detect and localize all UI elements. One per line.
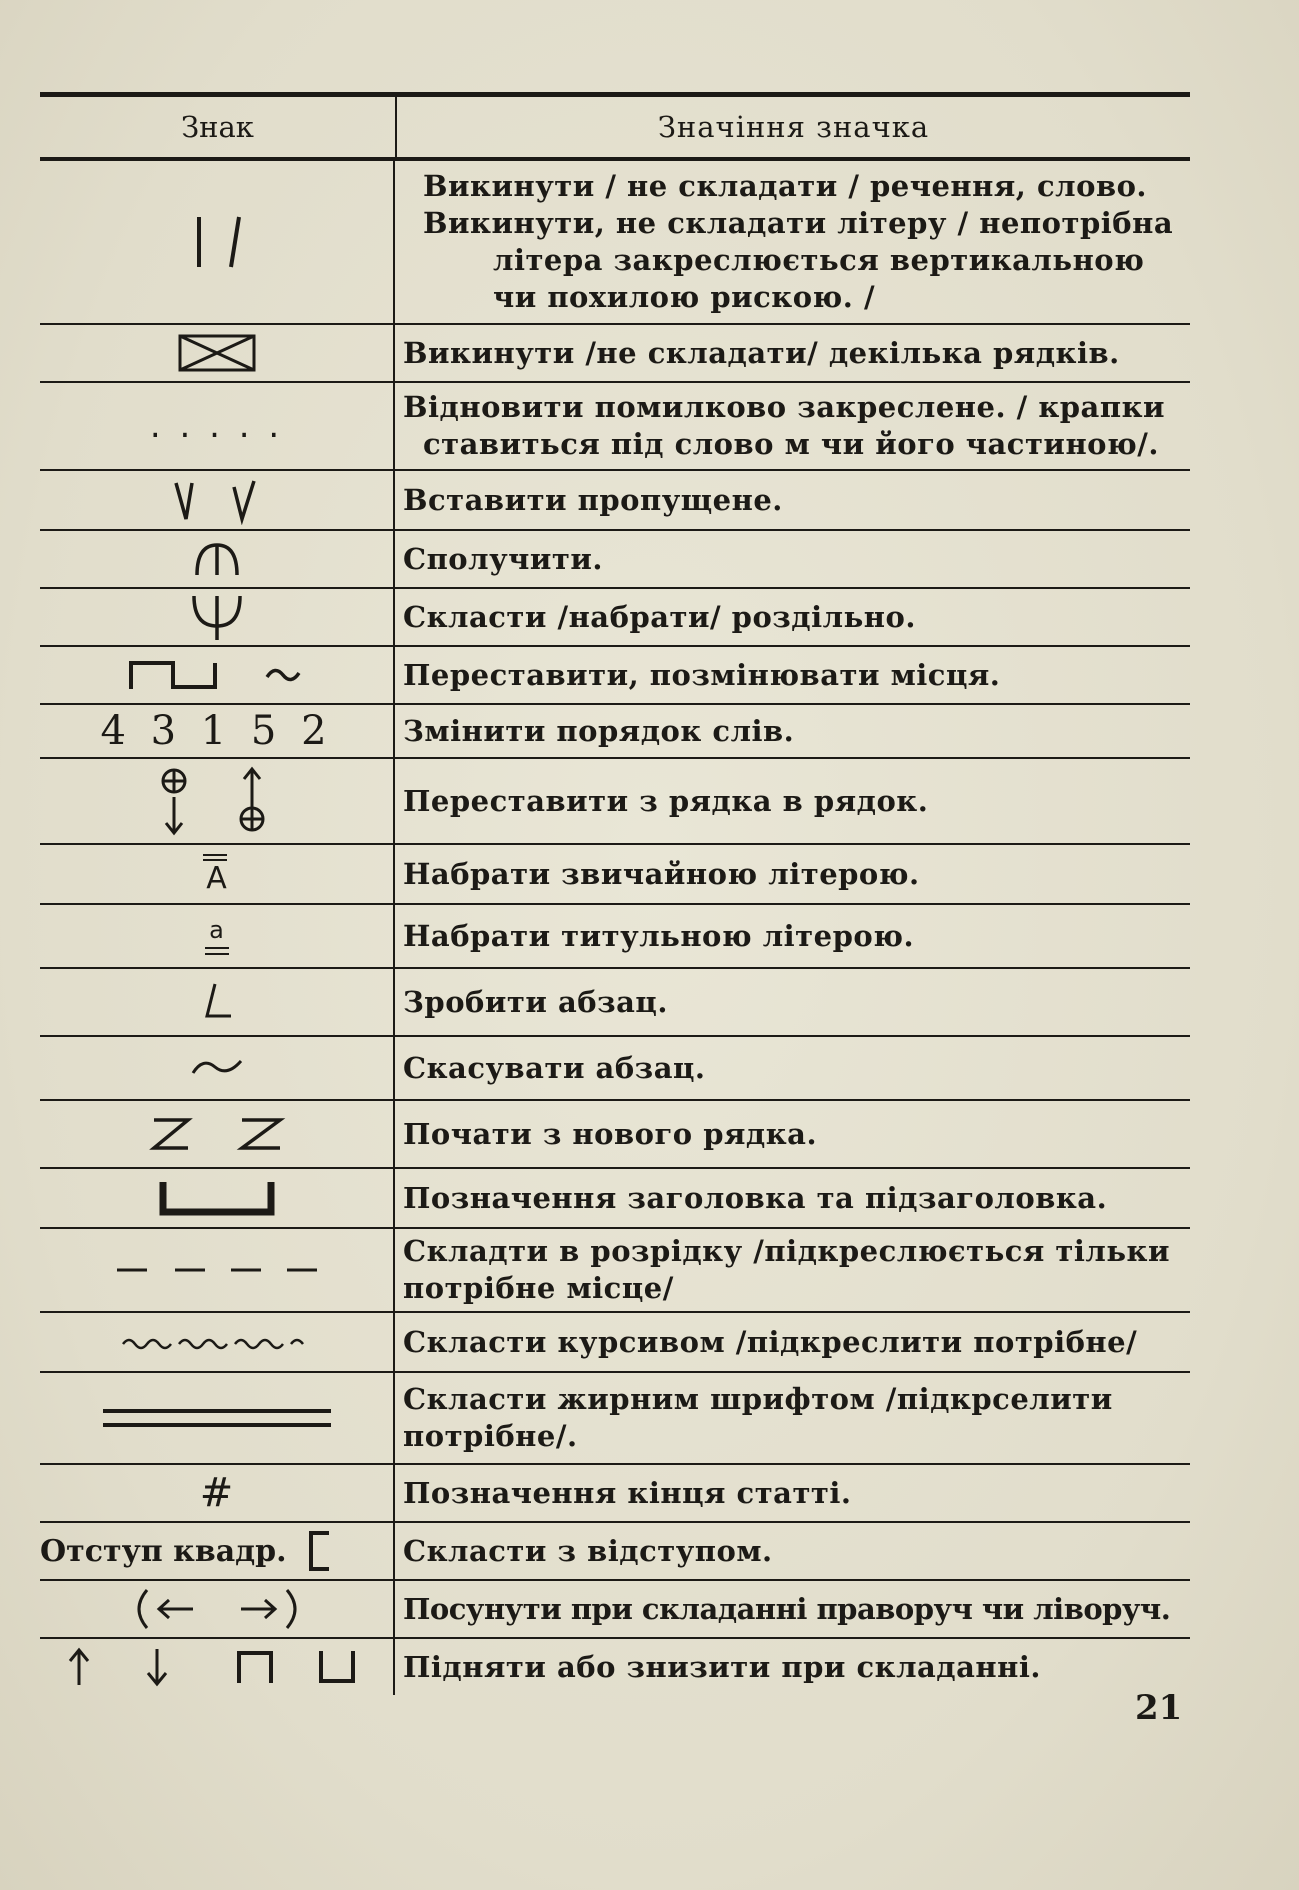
meaning-line: чи похилою рискою. / xyxy=(493,280,876,314)
cancel-paragraph-sign xyxy=(40,1037,395,1099)
table-row xyxy=(40,531,1190,589)
meaning-line: Викинути /не складати/ декілька рядків. xyxy=(403,335,1120,370)
heading-bracket-sign xyxy=(40,1169,395,1227)
meaning-column-header: Значіння значка xyxy=(657,110,930,144)
table-row xyxy=(40,1229,1190,1313)
capital-letter-sign xyxy=(40,905,395,967)
meaning-line: Викинути / не складати / речення, слово. xyxy=(423,169,1148,203)
dots-sign: . . . . . xyxy=(40,383,395,469)
indent-label: Отступ квадр. xyxy=(40,1533,287,1569)
move-lines-sign xyxy=(40,759,395,843)
proofreading-marks-table xyxy=(40,92,1190,1695)
meaning-line: Набрати звичайною літерою. xyxy=(403,856,920,891)
meaning-line: Переставити з рядка в рядок. xyxy=(403,783,929,818)
indent-sign xyxy=(40,1523,395,1579)
meaning-line: потрібне/. xyxy=(403,1419,578,1453)
spaced-underline-sign xyxy=(40,1229,395,1311)
insert-sign xyxy=(40,471,395,529)
table-row xyxy=(40,1101,1190,1169)
meaning-line: Переставити, позмінювати місця. xyxy=(403,657,1001,692)
table-row xyxy=(40,383,1190,471)
table-row xyxy=(40,759,1190,845)
regular-letter-glyph: A xyxy=(206,861,227,896)
meaning-line: Змінити порядок слів. xyxy=(403,713,795,748)
table-row xyxy=(40,589,1190,647)
table-row xyxy=(40,161,1190,325)
meaning-line: Відновити помилково закреслене. / крапки xyxy=(403,390,1166,424)
join-arc-sign xyxy=(40,531,395,587)
bold-double-line-sign xyxy=(40,1373,395,1463)
meaning-line: Складти в розрідку /підкреслюється тільки xyxy=(403,1234,1170,1268)
table-row xyxy=(40,1465,1190,1523)
meaning-line: Викинути, не складати літеру / непотрібна xyxy=(423,206,1174,240)
capital-letter-glyph: a xyxy=(209,916,224,944)
meaning-line: Позначення кінця статті. xyxy=(403,1475,852,1510)
order-numbers-sign: 4 3 1 5 2 xyxy=(40,705,395,757)
paragraph-sign xyxy=(40,969,395,1035)
meaning-line: Вставити пропущене. xyxy=(403,482,783,517)
meaning-line: Сполучити. xyxy=(403,541,603,576)
new-line-sign xyxy=(40,1101,395,1167)
table-row xyxy=(40,647,1190,705)
meaning-line: Набрати титульною літерою. xyxy=(403,918,915,953)
sign-column-header: Знак xyxy=(40,97,397,157)
table-row xyxy=(40,1373,1190,1465)
meaning-line: Скасувати абзац. xyxy=(403,1050,706,1085)
table-row xyxy=(40,471,1190,531)
meaning-line: Посунути при складанні праворуч чи ліворуч. xyxy=(403,1591,1171,1626)
separate-arc-sign xyxy=(40,589,395,645)
italic-wavy-sign xyxy=(40,1313,395,1371)
table-row xyxy=(40,1313,1190,1373)
meaning-line: ставиться під слово м чи його частиною/. xyxy=(423,427,1159,461)
meaning-line: Скласти /набрати/ роздільно. xyxy=(403,599,916,634)
meaning-line: потрібне місце/ xyxy=(403,1271,674,1305)
end-of-article-sign: # xyxy=(40,1465,395,1521)
table-row xyxy=(40,905,1190,969)
regular-letter-sign xyxy=(40,845,395,903)
table-row xyxy=(40,845,1190,905)
meaning-line: літера закреслюється вертикальною xyxy=(493,243,1145,277)
table-row xyxy=(40,1581,1190,1639)
meaning-line: Скласти курсивом /підкреслити потрібне/ xyxy=(403,1324,1138,1359)
delete-stroke-sign xyxy=(40,161,395,323)
meaning-line: Скласти з відступом. xyxy=(403,1533,773,1568)
meaning-line: Почати з нового рядка. xyxy=(403,1116,818,1151)
table-row xyxy=(40,1639,1190,1695)
table-row xyxy=(40,705,1190,759)
meaning-line: Підняти або знизити при складанні. xyxy=(403,1649,1041,1684)
crossed-box-sign xyxy=(40,325,395,381)
swap-sign xyxy=(40,647,395,703)
table-header xyxy=(40,92,1190,161)
table-row xyxy=(40,1523,1190,1581)
raise-lower-sign xyxy=(40,1639,395,1695)
meaning-line: Скласти жирним шрифтом /підкрселити xyxy=(403,1382,1113,1416)
table-row xyxy=(40,1169,1190,1229)
meaning-line: Позначення заголовка та підзаголовка. xyxy=(403,1180,1108,1215)
page-number: 21 xyxy=(1135,1688,1183,1728)
table-row xyxy=(40,969,1190,1037)
table-row xyxy=(40,325,1190,383)
meaning-line: Зробити абзац. xyxy=(403,984,668,1019)
table-row xyxy=(40,1037,1190,1101)
shift-sign xyxy=(40,1581,395,1637)
